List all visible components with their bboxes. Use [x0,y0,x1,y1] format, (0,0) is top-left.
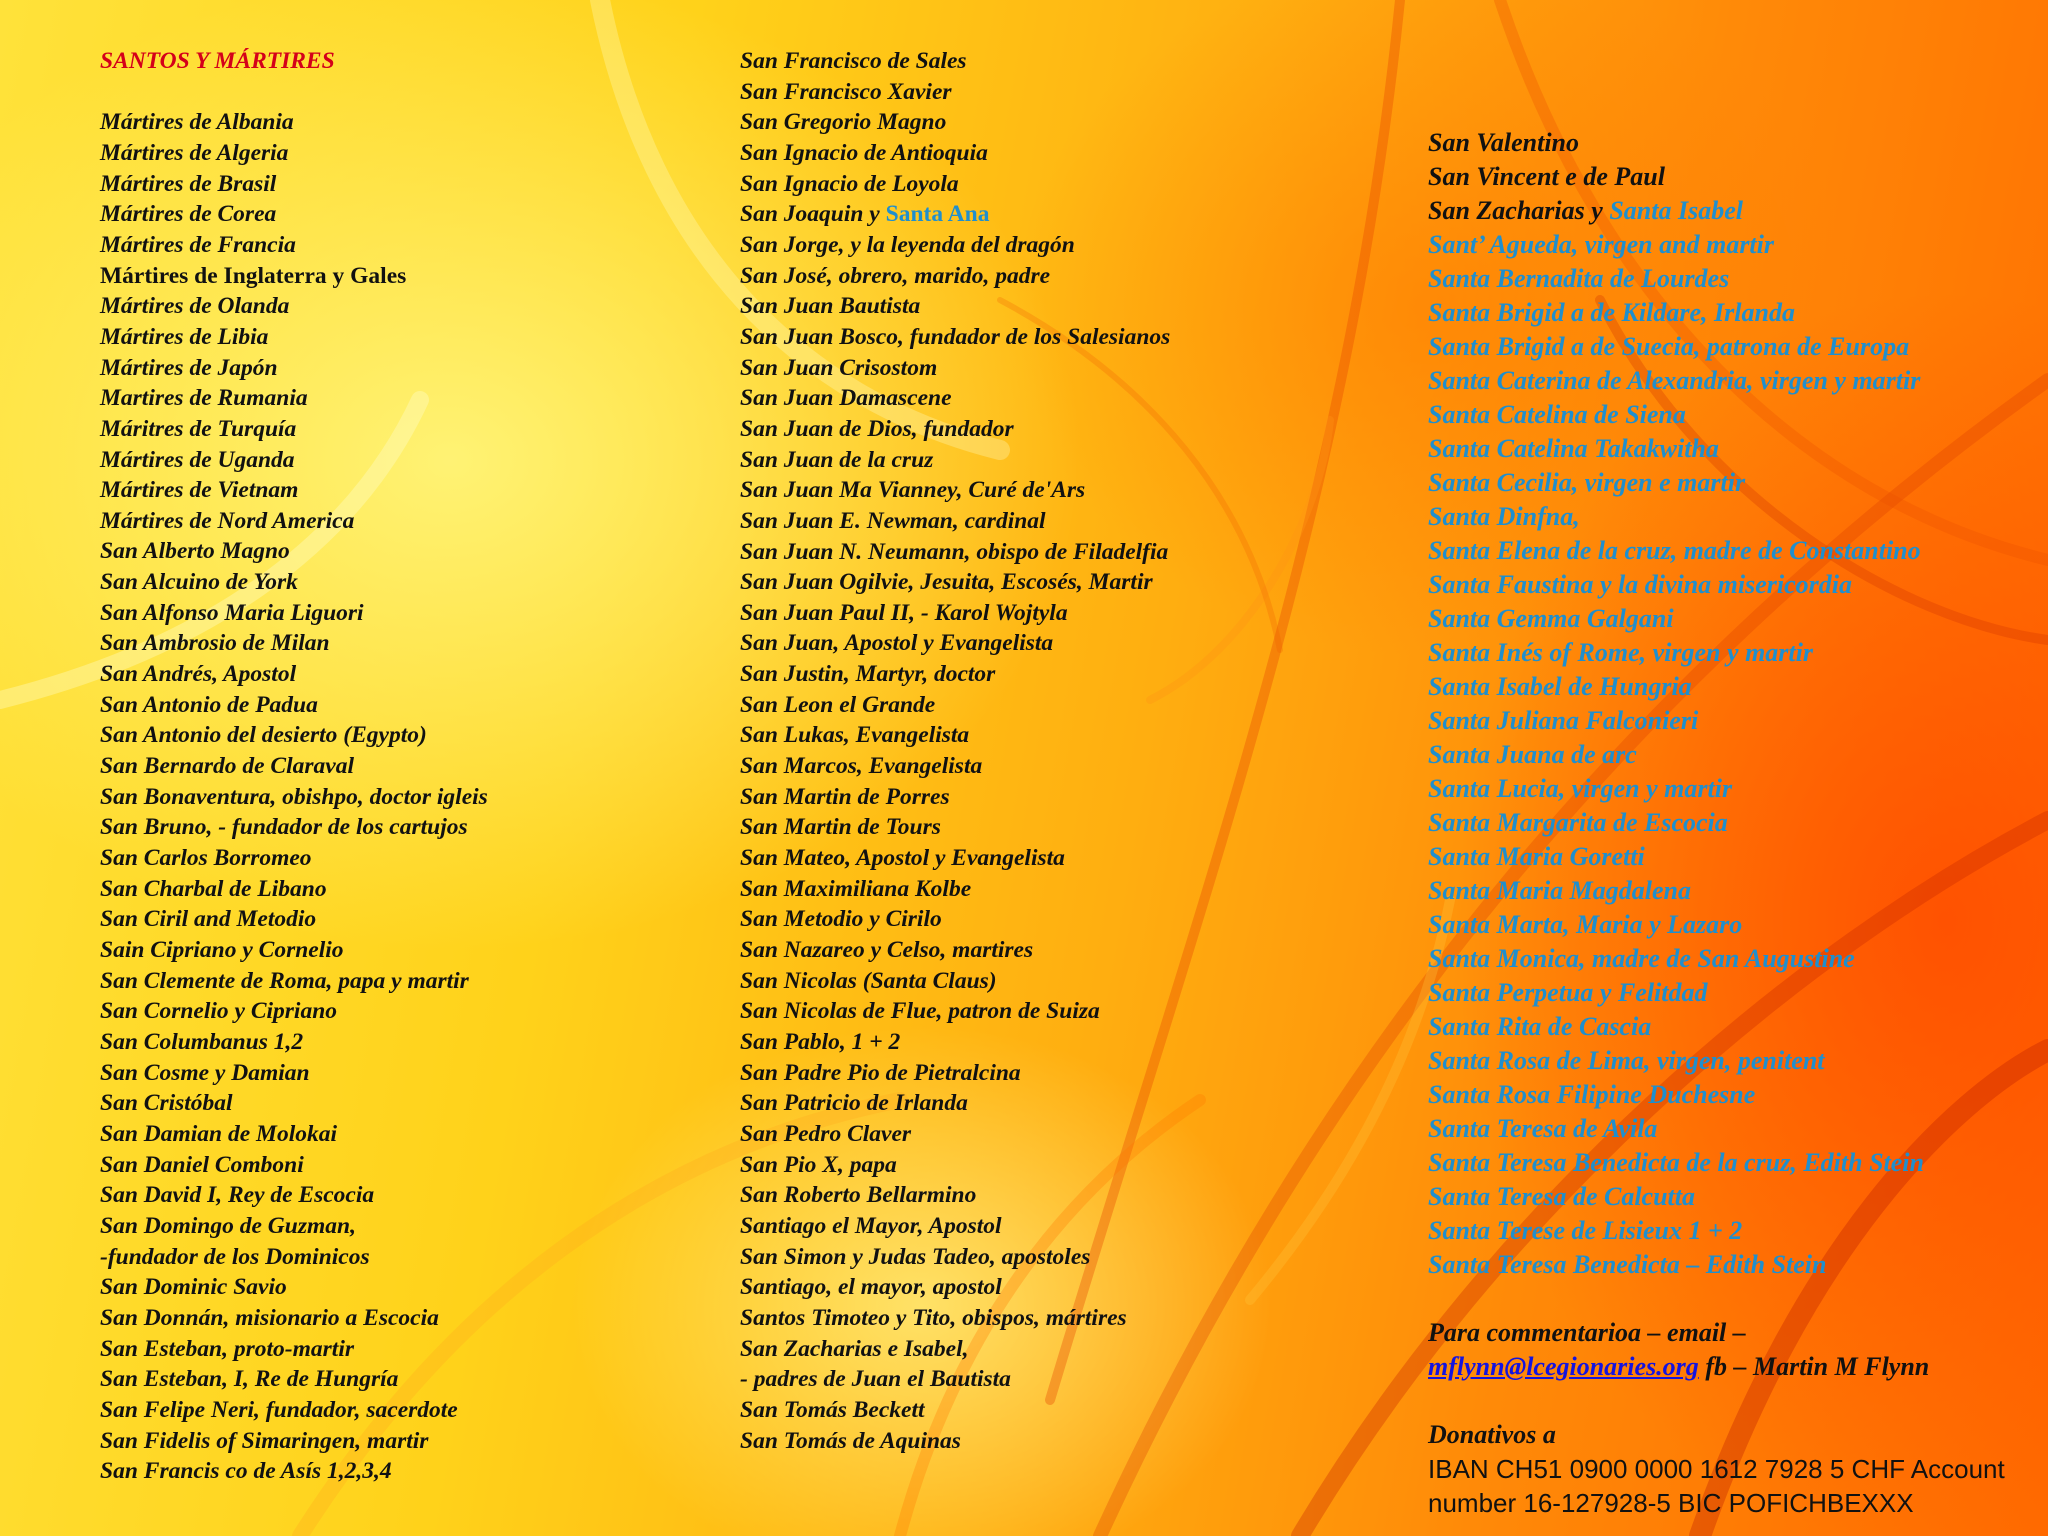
list-item: Santa Gemma Galgani [1428,604,1674,633]
saints-list-middle-a [740,46,1170,199]
list-item: Santa Rosa de Lima, virgen, penitent [1428,1046,1825,1075]
list-item: San Dominic Savio [100,1274,287,1301]
list-item: San Tomás Beckett [740,1396,925,1423]
list-item: San Ignacio de Antioquia [740,139,988,166]
list-item: Santa Caterina de Alexandria, virgen y martir [1428,366,1921,395]
list-item: San Juan de la cruz [740,446,934,473]
list-item: Santa Juana de arc [1428,740,1637,769]
list-item: Mártires de Nord America [100,507,355,534]
list-item: San Padre Pio de Pietralcina [740,1059,1021,1086]
list-item: Mártires de Vietnam [100,477,299,504]
list-item: Mártires de Inglaterra y Gales [100,262,407,289]
list-item: Santa Dinfna, [1428,502,1580,531]
list-item: San Pedro Claver [740,1120,912,1147]
donations-label: Donativos a [1428,1420,1556,1449]
contact-line [1428,1350,2005,1384]
list-item: San Pio X, papa [740,1151,897,1178]
list-item: San Francisco Xavier [740,78,952,105]
column-middle [740,46,1170,1456]
list-item: San David I, Rey de Escocia [100,1182,375,1209]
list-item: San Juan Bosco, fundador de los Salesianos [740,323,1171,350]
list-item: Santa Faustina y la divina misericordia [1428,570,1853,599]
list-item: Santa Maria Goretti [1428,842,1645,871]
list-item: San Cosme y Damian [100,1059,310,1086]
page-title: SANTOS Y MÁRTIRES [100,48,335,74]
column-left [100,46,488,1487]
list-item: Santa Marta, Maria y Lazaro [1428,910,1743,939]
list-item: San Fidelis of Simaringen, martir [100,1427,429,1454]
list-item: San Leon el Grande [740,691,936,718]
list-item: Mártires de Algeria [100,139,289,166]
list-item: San Metodio y Cirilo [740,906,942,933]
saints-list-right-blue [1428,228,2005,1282]
list-item: Mártires de Brasil [100,170,277,197]
iban-line-2: number 16-127928-5 BIC POFICHBEXXX [1428,1488,1914,1518]
list-item: Santa Teresa de Calcutta [1428,1182,1696,1211]
saints-list-left [100,107,488,1487]
list-item: Martires de Rumania [100,385,308,412]
list-item: Santa Perpetua y Felitdad [1428,978,1708,1007]
list-item: San Alberto Magno [100,538,290,565]
list-item: San Martin de Porres [740,783,950,810]
list-item: -fundador de los Dominicos [100,1243,370,1270]
list-item: Santa Bernadita de Lourdes [1428,264,1730,293]
facebook-label: fb – Martin M Flynn [1698,1352,1930,1381]
list-item: San Clemente de Roma, papa y martir [100,967,469,994]
list-item: Santa Elena de la cruz, madre de Constantino [1428,536,1921,565]
list-item: - padres de Juan el Bautista [740,1366,1011,1393]
list-item: San Alfonso Maria Liguori [100,599,364,626]
list-item: San Ignacio de Loyola [740,170,959,197]
list-item: Santa Teresa de Avila [1428,1114,1658,1143]
list-item: San Juan, Apostol y Evangelista [740,630,1054,657]
list-item: San Bruno, - fundador de los cartujos [100,814,468,841]
email-link[interactable]: mflynn@lcegionaries.org [1428,1352,1699,1381]
list-item: Sain Cipriano y Cornelio [100,937,344,964]
list-item: San Maximiliana Kolbe [740,875,972,902]
list-item: San Columbanus 1,2 [100,1028,304,1055]
list-item: San Zacharias e Isabel, [740,1335,969,1362]
list-item: San Nicolas de Flue, patron de Suiza [740,998,1100,1025]
list-item: Santa Teresa Benedicta – Edith Stein [1428,1250,1827,1279]
list-item: Santa Margarita de Escocia [1428,808,1728,837]
list-item: San Vincent e de Paul [1428,162,1665,191]
saints-list-middle-b [740,230,1170,1456]
list-item: San Francisco de Sales [740,48,967,74]
list-item: San Jorge, y la leyenda del dragón [740,231,1075,258]
iban-line-1: IBAN CH51 0900 0000 1612 7928 5 CHF Account [1428,1454,2005,1484]
list-item: San Esteban, I, Re de Hungría [100,1366,399,1393]
list-item: San Donnán, misionario a Escocia [100,1304,439,1331]
list-item: Santa Teresa Benedicta de la cruz, Edith Stein [1428,1148,1924,1177]
list-item: Mártires de Libia [100,323,269,350]
list-item: San Cristóbal [100,1090,233,1117]
list-item: San Juan E. Newman, cardinal [740,507,1046,534]
list-item: San Ambrosio de Milan [100,630,330,657]
list-item: San Francis co de Asís 1,2,3,4 [100,1458,392,1485]
list-item: San Juan Damascene [740,385,952,412]
list-item: San Lukas, Evangelista [740,722,970,749]
list-item: San Nazareo y Celso, martires [740,937,1034,964]
joaquin-prefix: San Joaquin y [740,201,886,228]
list-item: San Antonio de Padua [100,691,318,718]
list-item: Santa Catelina Takakwitha [1428,434,1719,463]
list-item: Santos Timoteo y Tito, obispos, mártires [740,1304,1127,1331]
list-item: Santa Cecilia, virgen e martir [1428,468,1746,497]
list-item: San Patricio de Irlanda [740,1090,968,1117]
list-item: Santa Lucia, virgen y martir [1428,774,1733,803]
list-item: San Gregorio Magno [740,109,947,136]
zacharias-prefix: San Zacharias y [1428,196,1610,225]
list-item: Santiago, el mayor, apostol [740,1274,1002,1301]
list-item: San Bonaventura, obishpo, doctor igleis [100,783,488,810]
list-item: San Marcos, Evangelista [740,753,983,780]
list-item: San Tomás de Aquinas [740,1427,961,1454]
santa-ana: Santa Ana [885,201,990,228]
list-item: Santa Rosa Filipine Duchesne [1428,1080,1756,1109]
list-item: San Carlos Borromeo [100,845,312,872]
list-item: San Juan Bautista [740,293,921,320]
santa-isabel: Santa Isabel [1609,196,1743,225]
list-item: Mártires de Corea [100,201,277,228]
list-item: San Juan Ogilvie, Jesuita, Escosés, Martir [740,569,1153,596]
list-item: San Domingo de Guzman, [100,1212,356,1239]
list-item: San Damian de Molokai [100,1120,337,1147]
list-item: San Juan N. Neumann, obispo de Filadelfia [740,538,1169,565]
list-item: Máritres de Turquía [100,415,297,442]
list-item [740,199,1170,230]
list-item: San Mateo, Apostol y Evangelista [740,845,1065,872]
list-item: San Daniel Comboni [100,1151,304,1178]
list-item: Mártires de Uganda [100,446,295,473]
list-item: Santa Maria Magdalena [1428,876,1691,905]
list-item: Santa Catelina de Siena [1428,400,1686,429]
list-item: Mártires de Japón [100,354,278,381]
list-item: San Juan Paul II, - Karol Wojtyla [740,599,1068,626]
list-item: Mártires de Francia [100,231,296,258]
column-right [1428,126,2005,1520]
list-item: San Juan de Dios, fundador [740,415,1014,442]
list-item: San Andrés, Apostol [100,661,297,688]
list-item: San Pablo, 1 + 2 [740,1029,901,1055]
list-item: Santa Isabel de Hungria [1428,672,1692,701]
list-item: San Juan Ma Vianney, Curé de'Ars [740,477,1086,504]
list-item: Santa Brigid a de Kildare, Irlanda [1428,298,1795,327]
list-item: Mártires de Olanda [100,293,290,320]
list-item: Santa Juliana Falconieri [1428,706,1699,735]
list-item: Sant’ Agueda, virgen and martir [1428,230,1774,259]
list-item: San Roberto Bellarmino [740,1182,977,1209]
list-item: San Bernardo de Claraval [100,753,354,780]
list-item: Santa Terese de Lisieux 1 + 2 [1428,1216,1743,1245]
list-item: Santa Monica, madre de San Augustine [1428,944,1855,973]
list-item: Santa Brigid a de Suecia, patrona de Europa [1428,332,1910,361]
list-item: Santiago el Mayor, Apostol [740,1212,1002,1239]
list-item [1428,194,2005,228]
list-item: San Antonio del desierto (Egypto) [100,722,427,749]
list-item: San Esteban, proto-martir [100,1335,354,1362]
list-item: Santa Rita de Cascia [1428,1012,1652,1041]
list-item: San Felipe Neri, fundador, sacerdote [100,1396,458,1423]
list-item: San Nicolas (Santa Claus) [740,967,997,994]
list-item: San Charbal de Libano [100,875,327,902]
list-item: San Justin, Martyr, doctor [740,661,996,688]
list-item: San Simon y Judas Tadeo, apostoles [740,1243,1091,1270]
list-item: San Juan Crisostom [740,354,938,381]
list-item: San Ciril and Metodio [100,906,317,933]
saints-list-right-dark [1428,126,2005,194]
comments-label: Para commentarioa – email – [1428,1318,1746,1347]
list-item: Mártires de Albania [100,109,294,136]
list-item: Santa Inés of Rome, virgen y martir [1428,638,1813,667]
list-item: San Valentino [1428,128,1580,157]
list-item: San Alcuino de York [100,569,298,596]
list-item: San Martin de Tours [740,814,941,841]
list-item: San José, obrero, marido, padre [740,262,1051,289]
list-item: San Cornelio y Cipriano [100,998,338,1025]
